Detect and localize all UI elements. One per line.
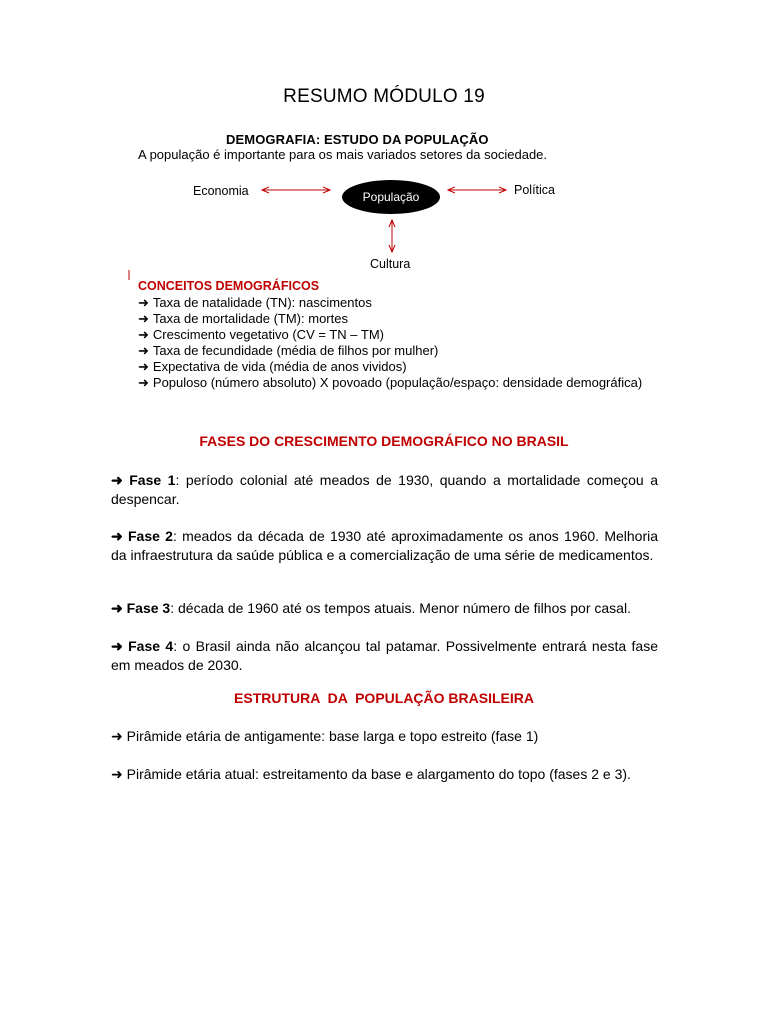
- node-economia: Economia: [193, 184, 249, 198]
- phase-4-text: : o Brasil ainda não alcançou tal patamar. Possivelmente entrará nesta fase em meados de 2030.: [111, 638, 658, 673]
- list-item: ➜ Crescimento vegetativo (CV = TN – TM): [138, 327, 384, 342]
- structure-title: ESTRUTURA DA POPULAÇÃO BRASILEIRA: [234, 690, 534, 706]
- list-item: ➜ Taxa de natalidade (TN): nascimentos: [138, 295, 372, 310]
- population-diagram: [118, 130, 678, 412]
- list-item: ➜ Taxa de mortalidade (TM): mortes: [138, 311, 348, 326]
- phase-3-paragraph: ➜ Fase 3: década de 1960 até os tempos atuais. Menor número de filhos por casal.: [111, 600, 631, 616]
- phase-3-text: : década de 1960 até os tempos atuais. Menor número de filhos por casal.: [170, 600, 631, 616]
- phase-4-paragraph: ➜ Fase 4: o Brasil ainda não alcançou tal patamar. Possivelmente entrará nesta fase em meados de 2030.: [111, 638, 658, 673]
- phase-4-label: Fase 4: [128, 638, 174, 654]
- diagram-title: DEMOGRAFIA: ESTUDO DA POPULAÇÃO: [226, 132, 489, 147]
- phase-2-label: Fase 2: [128, 528, 173, 544]
- structure-item-2: ➜ Pirâmide etária atual: estreitamento da base e alargamento do topo (fases 2 e 3).: [111, 766, 631, 782]
- list-item: ➜ Taxa de fecundidade (média de filhos por mulher): [138, 343, 439, 358]
- page-title: RESUMO MÓDULO 19: [283, 86, 485, 107]
- structure-item-1: ➜ Pirâmide etária de antigamente: base larga e topo estreito (fase 1): [111, 728, 539, 744]
- phase-1-label: Fase 1: [129, 472, 176, 488]
- phase-2-text: : meados da década de 1930 até aproximadamente os anos 1960. Melhoria da infraestrutura da saúde pública e a comercialização de uma série de medicamentos.: [111, 528, 659, 563]
- node-cultura: Cultura: [370, 257, 411, 271]
- node-politica: Política: [514, 183, 555, 197]
- phase-3-label: Fase 3: [126, 600, 171, 616]
- concepts-list: [138, 295, 658, 391]
- list-item: ➜ Expectativa de vida (média de anos vividos): [138, 359, 407, 374]
- phase-2-paragraph: ➜ Fase 2: meados da década de 1930 até aproximadamente os anos 1960. Melhoria da infraestrutura da saúde pública e a comercialização de uma série de medicamentos.: [111, 528, 659, 563]
- concepts-title: CONCEITOS DEMOGRÁFICOS: [138, 279, 320, 293]
- list-item: ➜ Populoso (número absoluto) X povoado (população/espaço: densidade demográfica): [138, 375, 643, 390]
- phase-1-text: : período colonial até meados de 1930, quando a mortalidade começou a despencar.: [111, 472, 658, 507]
- phases-title: FASES DO CRESCIMENTO DEMOGRÁFICO NO BRASIL: [199, 433, 569, 449]
- diagram-subtitle: A população é importante para os mais variados setores da sociedade.: [138, 147, 548, 162]
- node-populacao: População: [342, 180, 440, 214]
- phase-1-paragraph: ➜ Fase 1: período colonial até meados de 1930, quando a mortalidade começou a despencar.: [111, 472, 658, 507]
